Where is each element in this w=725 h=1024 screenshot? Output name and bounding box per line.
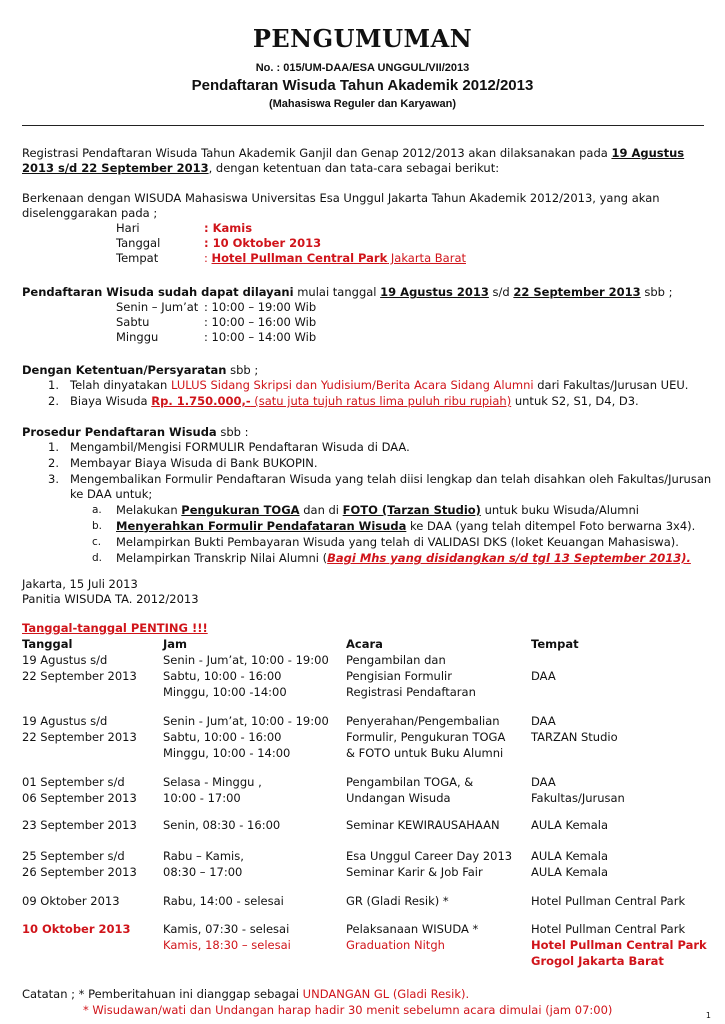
row-1-jam-2: Sabtu, 10:00 - 16:00 — [163, 669, 282, 683]
row-2-jam-2: Sabtu, 10:00 - 16:00 — [163, 730, 282, 744]
announcement-subtitle: Pendaftaran Wisuda Tahun Akademik 2012/2013 — [191, 77, 534, 94]
row-2-jam-3: Minggu, 10:00 - 14:00 — [163, 746, 291, 760]
hours-time-2: : 10:00 – 16:00 Wib — [204, 315, 317, 329]
requirement-2-d: untuk S2, S1, D4, D3. — [511, 394, 639, 408]
schedule-col-acara: Acara — [346, 637, 383, 651]
procedure-heading-text: Prosedur Pendaftaran Wisuda — [22, 425, 217, 439]
event-tempat-venue: Hotel Pullman Central Park — [211, 251, 388, 265]
procedure-c: Melampirkan Bukti Pembayaran Wisuda yang telah di VALIDASI DKS (loket Keuangan Mahasiswa). — [116, 535, 679, 549]
procedure-a-5: untuk buku Wisuda/Alumni — [480, 503, 639, 517]
row-2-tanggal-2: 22 September 2013 — [22, 730, 137, 744]
requirement-1-a: Telah dinyatakan — [70, 378, 171, 392]
row-2-acara-3: & FOTO untuk Buku Alumni — [346, 746, 504, 760]
procedure-a-foto: FOTO (Tarzan Studio) — [342, 503, 481, 517]
requirement-1-b: LULUS Sidang Skripsi dan Yudisium/Berita Acara Sidang Alumni — [170, 378, 534, 392]
row-2-tempat-1: DAA — [531, 714, 556, 728]
event-tanggal-text: 10 Oktober 2013 — [212, 236, 322, 250]
row-3-acara-2: Undangan Wisuda — [346, 791, 451, 805]
hours-time-3: : 10:00 – 14:00 Wib — [204, 330, 317, 344]
row-1-acara-2: Pengisian Formulir — [346, 669, 452, 683]
procedure-3-line-1: Mengembalikan Formulir Pendaftaran Wisuda yang telah diisi lengkap dan telah disahkan oleh Fakultas/Jurusan — [70, 472, 712, 486]
row-6-tanggal-1: 09 Oktober 2013 — [22, 894, 120, 908]
row-5-tempat-2: AULA Kemala — [531, 865, 609, 879]
registration-mid: mulai tanggal — [293, 285, 381, 299]
procedure-d-note: Bagi Mhs yang disidangkan s/d tgl 13 September 2013). — [327, 551, 691, 565]
requirement-2 — [70, 394, 639, 409]
row-3-tempat-2: Fakultas/Jurusan — [531, 791, 625, 805]
registration-heading: Pendaftaran Wisuda sudah dapat dilayani — [22, 285, 294, 299]
row-2-acara-1: Penyerahan/Pengembalian — [346, 714, 500, 728]
procedure-3-number: 3. — [48, 472, 59, 486]
row-2-jam-1: Senin - Jum’at, 10:00 - 19:00 — [163, 714, 329, 728]
row-2-tanggal-1: 19 Agustus s/d — [22, 714, 108, 728]
intro-date-start: 19 Agustus — [611, 146, 685, 160]
row-3-acara-1: Pengambilan TOGA, & — [346, 775, 474, 789]
procedure-a-toga: Pengukuran TOGA — [181, 503, 300, 517]
intro-para-2-line-2: diselenggarakan pada ; — [22, 206, 158, 220]
event-hari-value: : Kamis — [204, 221, 253, 235]
registration-end: sbb ; — [640, 285, 673, 299]
note-line-1 — [22, 987, 469, 1002]
row-6-tempat-1: Hotel Pullman Central Park — [531, 894, 686, 908]
row-5-acara-1: Esa Unggul Career Day 2013 — [346, 849, 513, 863]
event-hari-text: Kamis — [212, 221, 253, 235]
procedure-heading-end: sbb : — [216, 425, 249, 439]
row-6-jam-1: Rabu, 14:00 - selesai — [163, 894, 284, 908]
sign-committee: Panitia WISUDA TA. 2012/2013 — [22, 592, 199, 606]
procedure-a-1: Melakukan — [116, 503, 182, 517]
row-5-tempat-1: AULA Kemala — [531, 849, 609, 863]
registration-sd: s/d — [488, 285, 514, 299]
requirements-heading — [22, 363, 258, 378]
procedure-2: Membayar Biaya Wisuda di Bank BUKOPIN. — [70, 456, 318, 470]
hours-time-1: : 10:00 – 19:00 Wib — [204, 300, 317, 314]
event-tanggal-value: : 10 Oktober 2013 — [204, 236, 322, 250]
hours-day-3: Minggu — [116, 330, 159, 344]
event-hari-label: Hari — [116, 221, 140, 235]
registration-date-end: 22 September 2013 — [513, 285, 641, 299]
row-5-jam-2: 08:30 – 17:00 — [163, 865, 243, 879]
row-6-acara-1: GR (Gladi Resik) * — [346, 894, 449, 908]
page-title: PENGUMUMAN — [252, 24, 473, 53]
note-label: Catatan ; * Pemberitahuan ini dianggap sebagai — [22, 987, 303, 1001]
row-4-tempat-1: AULA Kemala — [531, 818, 609, 832]
intro-text: Registrasi Pendaftaran Wisuda Tahun Akademik Ganjil dan Genap 2012/2013 akan dilaksanakan pada — [22, 146, 612, 160]
requirements-heading-end: sbb ; — [226, 363, 259, 377]
row-3-tanggal-1: 01 September s/d — [22, 775, 125, 789]
intro-para-2-line-1: Berkenaan dengan WISUDA Mahasiswa Universitas Esa Unggul Jakarta Tahun Akademik 2012/2013, yang akan — [22, 191, 660, 205]
row-7-tanggal-1: 10 Oktober 2013 — [22, 922, 131, 936]
event-tanggal-label: Tanggal — [116, 236, 161, 250]
procedure-c-letter: c. — [92, 536, 102, 548]
row-5-tanggal-2: 26 September 2013 — [22, 865, 137, 879]
procedure-b — [116, 519, 695, 534]
row-7-tempat-1: Hotel Pullman Central Park — [531, 922, 686, 936]
row-2-acara-2: Formulir, Pengukuran TOGA — [346, 730, 506, 744]
requirement-2-fee-words: (satu juta tujuh ratus lima puluh ribu rupiah) — [250, 394, 512, 408]
registration-date-start: 19 Agustus 2013 — [380, 285, 489, 299]
row-7-acara-1: Pelaksanaan WISUDA * — [346, 922, 479, 936]
row-1-jam-3: Minggu, 10:00 -14:00 — [163, 685, 287, 699]
announcement-number: No. : 015/UM-DAA/ESA UNGGUL/VII/2013 — [255, 62, 470, 74]
note-invitation: UNDANGAN GL (Gladi Resik). — [302, 987, 470, 1001]
procedure-b-1: Menyerahkan Formulir Pendafataran Wisuda — [116, 519, 407, 533]
procedure-b-2: ke DAA (yang telah ditempel Foto berwarna 3x4). — [406, 519, 696, 533]
requirement-1 — [70, 378, 688, 393]
procedure-a-letter: a. — [92, 504, 102, 516]
procedure-d-1: Melampirkan Transkrip Nilai Alumni ( — [116, 551, 328, 565]
hours-day-2: Sabtu — [116, 315, 150, 329]
row-1-tanggal-1: 19 Agustus s/d — [22, 653, 108, 667]
row-7-tempat-2: Hotel Pullman Central Park — [531, 938, 707, 952]
intro-text-end: , dengan ketentuan dan tata-cara sebagai berikut: — [208, 161, 500, 175]
procedure-heading — [22, 425, 248, 440]
procedure-d-letter: d. — [92, 552, 103, 564]
row-3-jam-2: 10:00 - 17:00 — [163, 791, 241, 805]
schedule-col-tempat: Tempat — [531, 637, 579, 651]
event-tempat-city: Jakarta Barat — [387, 251, 466, 265]
intro-date-range: 2013 s/d 22 September 2013 — [22, 161, 209, 175]
procedure-1: Mengambil/Mengisi FORMULIR Pendaftaran Wisuda di DAA. — [70, 440, 410, 454]
requirements-heading-text: Dengan Ketentuan/Persyaratan — [22, 363, 227, 377]
requirement-2-fee: Rp. 1.750.000,- — [151, 394, 251, 408]
row-4-jam-1: Senin, 08:30 - 16:00 — [163, 818, 281, 832]
page-number: 1 — [705, 1011, 711, 1020]
row-4-tanggal-1: 23 September 2013 — [22, 818, 137, 832]
schedule-col-tanggal: Tanggal — [22, 637, 73, 651]
requirement-2-a: Biaya Wisuda — [70, 394, 152, 408]
requirement-1-c: dari Fakultas/Jurusan UEU. — [533, 378, 689, 392]
row-2-tempat-2: TARZAN Studio — [531, 730, 618, 744]
procedure-d — [116, 551, 691, 566]
row-1-tempat-1: DAA — [531, 669, 556, 683]
schedule-col-jam: Jam — [163, 637, 188, 651]
row-7-jam-1: Kamis, 07:30 - selesai — [163, 922, 290, 936]
row-1-acara-1: Pengambilan dan — [346, 653, 446, 667]
procedure-a — [116, 503, 639, 518]
event-tempat-value: : Hotel Pullman Central Park Jakarta Barat — [204, 251, 466, 265]
row-7-jam-2: Kamis, 18:30 – selesai — [163, 938, 291, 952]
row-5-tanggal-1: 25 September s/d — [22, 849, 125, 863]
hours-day-1: Senin – Jum’at — [116, 300, 199, 314]
event-tempat-label: Tempat — [116, 251, 159, 265]
procedure-a-3: dan di — [299, 503, 343, 517]
procedure-2-number: 2. — [48, 456, 59, 470]
row-3-tempat-1: DAA — [531, 775, 556, 789]
row-5-acara-2: Seminar Karir & Job Fair — [346, 865, 483, 879]
procedure-1-number: 1. — [48, 440, 59, 454]
row-3-jam-1: Selasa - Minggu , — [163, 775, 262, 789]
row-1-acara-3: Registrasi Pendaftaran — [346, 685, 476, 699]
announcement-subsubtitle: (Mahasiswa Reguler dan Karyawan) — [268, 98, 457, 110]
note-line-2: * Wisudawan/wati dan Undangan harap hadir 30 menit sebelumn acara dimulai (jam 07:00) — [83, 1003, 613, 1017]
row-7-acara-2: Graduation Nitgh — [346, 938, 445, 952]
procedure-3-line-2: ke DAA untuk; — [70, 487, 153, 501]
requirement-2-number: 2. — [48, 394, 59, 408]
row-7-tempat-3: Grogol Jakarta Barat — [531, 954, 664, 968]
requirement-1-number: 1. — [48, 378, 59, 392]
row-3-tanggal-2: 06 September 2013 — [22, 791, 137, 805]
schedule-heading: Tanggal-tanggal PENTING !!! — [22, 621, 208, 635]
row-5-jam-1: Rabu – Kamis, — [163, 849, 244, 863]
intro-line-2 — [22, 161, 499, 176]
row-1-jam-1: Senin - Jum’at, 10:00 - 19:00 — [163, 653, 329, 667]
row-4-acara-1: Seminar KEWIRAUSAHAAN — [346, 818, 500, 832]
registration-line — [22, 285, 672, 300]
header-divider — [22, 125, 704, 126]
sign-place-date: Jakarta, 15 Juli 2013 — [22, 577, 138, 591]
procedure-b-letter: b. — [92, 520, 103, 532]
intro-line-1 — [22, 146, 684, 161]
row-1-tanggal-2: 22 September 2013 — [22, 669, 137, 683]
